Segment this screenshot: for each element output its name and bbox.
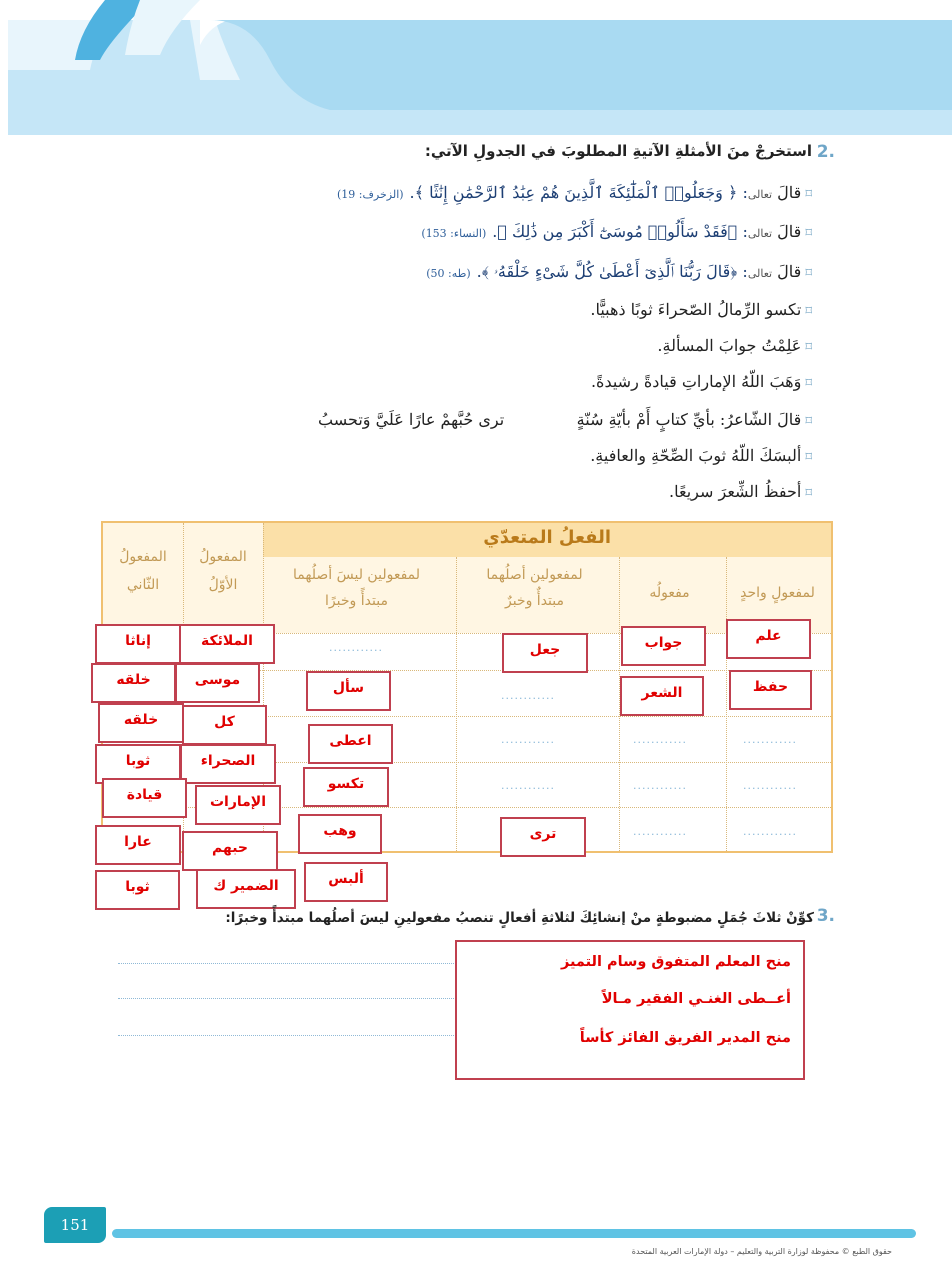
copyright-notice: حقوق الطبع © محفوظة لوزارة التربية والتعليم – دولة الإمارات العربية المتحدة [631,1247,892,1256]
example-6: ⌑وَهَبَ اللّهُ الإماراتِ قيادةً رشيدةً. [590,372,812,391]
answer-line [118,963,454,964]
question-3-answer-box[interactable] [455,940,805,1080]
bullet-icon: ⌑ [805,486,812,501]
blank-placeholder: ............ [633,733,687,746]
answer-box-object[interactable]: الشعر [620,676,704,716]
poem-second-half: ترى حُبَّهمْ عارًا عَلَيَّ وَتحسبُ [318,410,505,429]
answer-box-nonbasic-verb[interactable]: اعطى [308,724,393,764]
bullet-icon: ⌑ [805,340,812,355]
answer-box-first-object[interactable]: كل [182,705,267,745]
blank-placeholder: ............ [501,733,555,746]
answer-box-nonbasic-verb[interactable]: سأل [306,671,391,711]
example-7: ⌑قالَ الشّاعرُ: بأيِّ كتابٍ أَمْ بأيّةِ سُنّةٍ [576,410,812,429]
answer-box-first-object[interactable]: الصحراء [180,744,276,784]
answer-sentence-1: منح المعلم المتفوق وسام التميز [560,954,791,970]
header-single-object-verb: لمفعولٍ واحدٍ [740,585,815,601]
answer-box-nonbasic-verb[interactable]: ألبس [304,862,388,902]
example-8: ⌑ألبسَكَ اللّهُ ثوبَ الصِّحّةِ والعافيةِ. [590,446,812,465]
example-5: ⌑عَلِمْتُ جوابَ المسألةِ. [657,336,812,355]
bullet-icon: ⌑ [805,376,812,391]
answer-box-second-object[interactable]: قيادة [102,778,187,818]
answer-box-first-object[interactable]: الضمير ك [196,869,296,909]
answer-box-basic-verb[interactable]: ترى [500,817,586,857]
blank-placeholder: ............ [501,779,555,792]
page-number: 151 [44,1207,106,1243]
banner-graphic [0,0,952,140]
answer-box-second-object[interactable]: ثوبا [95,744,181,784]
blank-placeholder: ............ [501,689,555,702]
answer-box-second-object[interactable]: إناثا [95,624,181,664]
question-3-number: 3. [816,906,835,926]
blank-placeholder: ............ [743,779,797,792]
blank-placeholder: ............ [743,825,797,838]
example-1: ⌑قالَ تعالى: ﴿ وَجَعَلُوا۟ ٱلْمَلَٰٓئِكَةَ ٱلَّذِينَ هُمْ عِبَٰدُ ٱلرَّحْمَٰنِ إِنَٰثًا ﴾.(الزخرف: 19) [337,183,812,202]
blank-placeholder: ............ [633,779,687,792]
answer-box-second-object[interactable]: عارا [95,825,181,865]
answer-box-second-object[interactable]: خلقه [98,703,184,743]
answer-box-first-object[interactable]: الإمارات [195,785,281,825]
header-banner [0,0,952,140]
question-2-title: استخرجْ منَ الأمثلةِ الآتيةِ المطلوبَ في الجدولِ الآتي: [424,142,812,160]
question-3-title: كوِّنْ ثلاثَ جُمَلٍ مضبوطةٍ منْ إنشائِكَ لثلاثةِ أفعالٍ تنصبُ مفعولينِ ليسَ أصلُهما مبتدأً وخبرًا: [225,910,814,926]
bullet-icon: ⌑ [805,414,812,429]
answer-box-verb[interactable]: علم [726,619,811,659]
answer-box-first-object[interactable]: حبهم [182,831,278,871]
answer-box-verb[interactable]: حفظ [729,670,812,710]
bullet-icon: ⌑ [805,304,812,319]
answer-box-first-object[interactable]: موسى [175,663,260,703]
header-first-object: المفعولُ الأوّلُ [199,549,247,593]
answer-box-nonbasic-verb[interactable]: وهب [298,814,382,854]
answer-sentence-3: منح المدير الفريق الفائز كأساً [579,1030,791,1046]
question-2-number: 2. [816,142,835,162]
bullet-icon: ⌑ [805,226,812,241]
example-9: ⌑أحفظُ الشِّعرَ سريعًا. [669,482,812,501]
example-2: ⌑قالَ تعالى: ﴿فَقَدْ سَأَلُوا۟ مُوسَىٰٓ أَكْبَرَ مِن ذَٰلِكَ ﴾.(النساء: 153) [421,222,812,241]
answer-box-second-object[interactable]: ثوبا [95,870,180,910]
answer-box-nonbasic-verb[interactable]: تكسو [303,767,389,807]
answer-box-second-object[interactable]: خلقه [91,663,176,703]
answer-box-first-object[interactable]: الملائكة [179,624,275,664]
example-4: ⌑تكسو الرِّمالُ الصّحراءَ ثوبًا ذهبيًّا. [590,300,812,319]
header-second-object: المفعولُ الثّاني [119,549,167,593]
footer-bar [112,1229,916,1238]
example-3: ⌑قالَ تعالى: ﴿قَالَ رَبُّنَا ٱلَّذِىٓ أَعْطَىٰ كُلَّ شَىْءٍ خَلْقَهُۥ ﴾.(طه: 50) [426,262,812,281]
bullet-icon: ⌑ [805,266,812,281]
header-two-objects-nonbasic: لمفعولين ليسَ أصلُهما مبتدأً وخبرًا [292,567,421,609]
answer-box-object[interactable]: جواب [621,626,706,666]
answer-sentence-2: أعــطى الغنـي الفقير مـالاً [601,991,791,1007]
answer-box-basic-verb[interactable]: جعل [502,633,588,673]
header-two-objects-basic: لمفعولين أصلُهما مبتدأٌ وخبرٌ [486,567,583,609]
blank-placeholder: ............ [329,641,383,654]
header-object: مفعولُه [649,585,690,601]
answer-line [118,998,454,999]
answer-line [118,1035,454,1036]
bullet-icon: ⌑ [805,187,812,202]
blank-placeholder: ............ [743,733,797,746]
blank-placeholder: ............ [633,825,687,838]
table-main-header: الفعلُ المتعدّي [483,527,611,548]
bullet-icon: ⌑ [805,450,812,465]
